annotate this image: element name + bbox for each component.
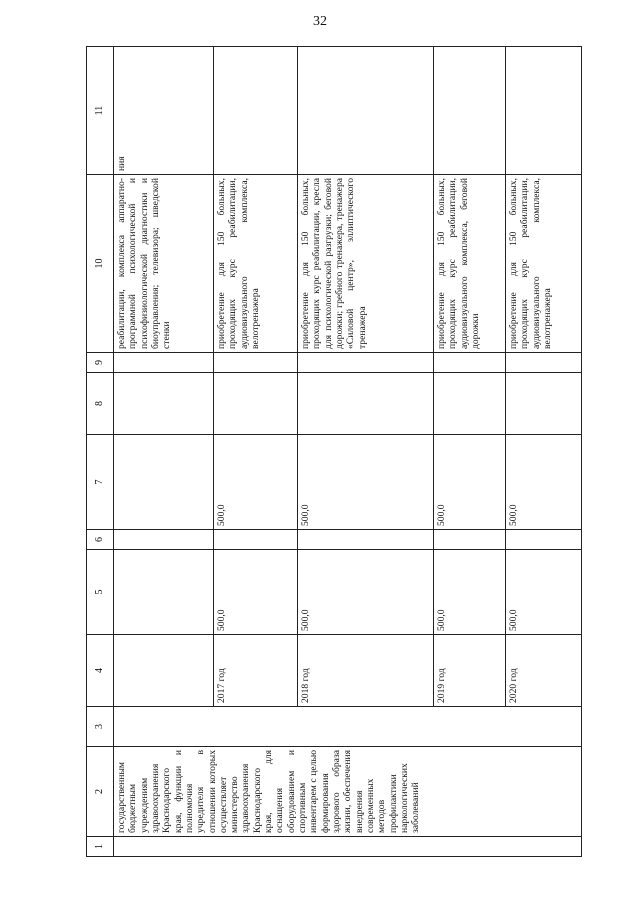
- amount-cell: 500,0: [298, 550, 434, 635]
- table-cell: [506, 530, 582, 550]
- header-cell: 9: [87, 353, 114, 373]
- header-cell: 7: [87, 435, 114, 530]
- header-cell: 1: [87, 837, 114, 857]
- table-cell: [114, 353, 214, 373]
- year-cell: 2018 год: [298, 635, 434, 707]
- table-cell: [434, 373, 506, 435]
- recipient-description: государственным бюджетным учреждениям здравоохранения Краснодарского края, функции и полномочия учредителя в отношении которых осуществляет министерство здравоохранения Краснодарского края, для оснащения оборудованием и спортивным инвентарем с целью формирования здорового образа жизни, обеспечения внедрения современных методов профилактики наркологических заболеваний: [114, 747, 582, 837]
- header-row: [87, 47, 114, 857]
- table-cell: [214, 530, 298, 550]
- table-cell: [214, 47, 298, 175]
- amount-cell: 500,0: [434, 550, 506, 635]
- header-cell: 11: [87, 47, 114, 175]
- header-cell: 6: [87, 530, 114, 550]
- header-cell: 5: [87, 550, 114, 635]
- year-cell: 2019 год: [434, 635, 506, 707]
- amount-cell: 500,0: [214, 550, 298, 635]
- table-cell: [298, 530, 434, 550]
- equipment-text: приобретение для 150 больных, проходящих курс реабилитации, аудиовизуального комплекса, велотренажера: [506, 175, 582, 353]
- table-cell: [214, 373, 298, 435]
- amount-cell: 500,0: [214, 435, 298, 530]
- year-cell: 2020 год: [506, 635, 582, 707]
- amount-cell: 500,0: [506, 435, 582, 530]
- col1-cell: [114, 837, 582, 857]
- header-cell: 2: [87, 747, 114, 837]
- equipment-text: приобретение для 150 больных, проходящих курс реабилитации, кресла для психологической разгрузки; беговой дорожки; гребного тренажера, тренажера «Силовой центр», эллиптического тренажера: [298, 175, 434, 353]
- table-cell: [114, 373, 214, 435]
- intro-col11-text: ния: [114, 47, 214, 175]
- page-number: 32: [313, 14, 327, 29]
- table-cell: [506, 373, 582, 435]
- equipment-text: приобретение для 150 больных, проходящих курс реабилитации, аудиовизуального комплекса, велотренажера: [214, 175, 298, 353]
- amount-cell: 500,0: [506, 550, 582, 635]
- table-cell: [114, 635, 214, 707]
- table-cell: [434, 47, 506, 175]
- header-cell: 10: [87, 175, 114, 353]
- year-cell: 2017 год: [214, 635, 298, 707]
- header-cell: 8: [87, 373, 114, 435]
- table-cell: [114, 435, 214, 530]
- table-cell: [434, 353, 506, 373]
- table-cell: [506, 47, 582, 175]
- table-row-intro: [114, 47, 214, 857]
- table-cell: [214, 353, 298, 373]
- header-cell: 4: [87, 635, 114, 707]
- table-cell: [298, 353, 434, 373]
- amount-cell: 500,0: [298, 435, 434, 530]
- table-cell: [434, 530, 506, 550]
- col3-cell: [114, 707, 582, 747]
- table-cell: [506, 353, 582, 373]
- table-cell: [114, 530, 214, 550]
- rotated-table-container: [86, 47, 628, 857]
- intro-equipment-text: реабилитации, комплекса аппаратно-программной психологической и психофизиологической диагностики и биоуправления; телевизора; шведской стенки: [114, 175, 214, 353]
- table-cell: [298, 47, 434, 175]
- program-table: [86, 46, 582, 857]
- amount-cell: 500,0: [434, 435, 506, 530]
- equipment-text: приобретение для 150 больных, проходящих курс реабилитации, аудиовизуального комплекса, беговой дорожки: [434, 175, 506, 353]
- table-cell: [114, 550, 214, 635]
- header-cell: 3: [87, 707, 114, 747]
- table-cell: [298, 373, 434, 435]
